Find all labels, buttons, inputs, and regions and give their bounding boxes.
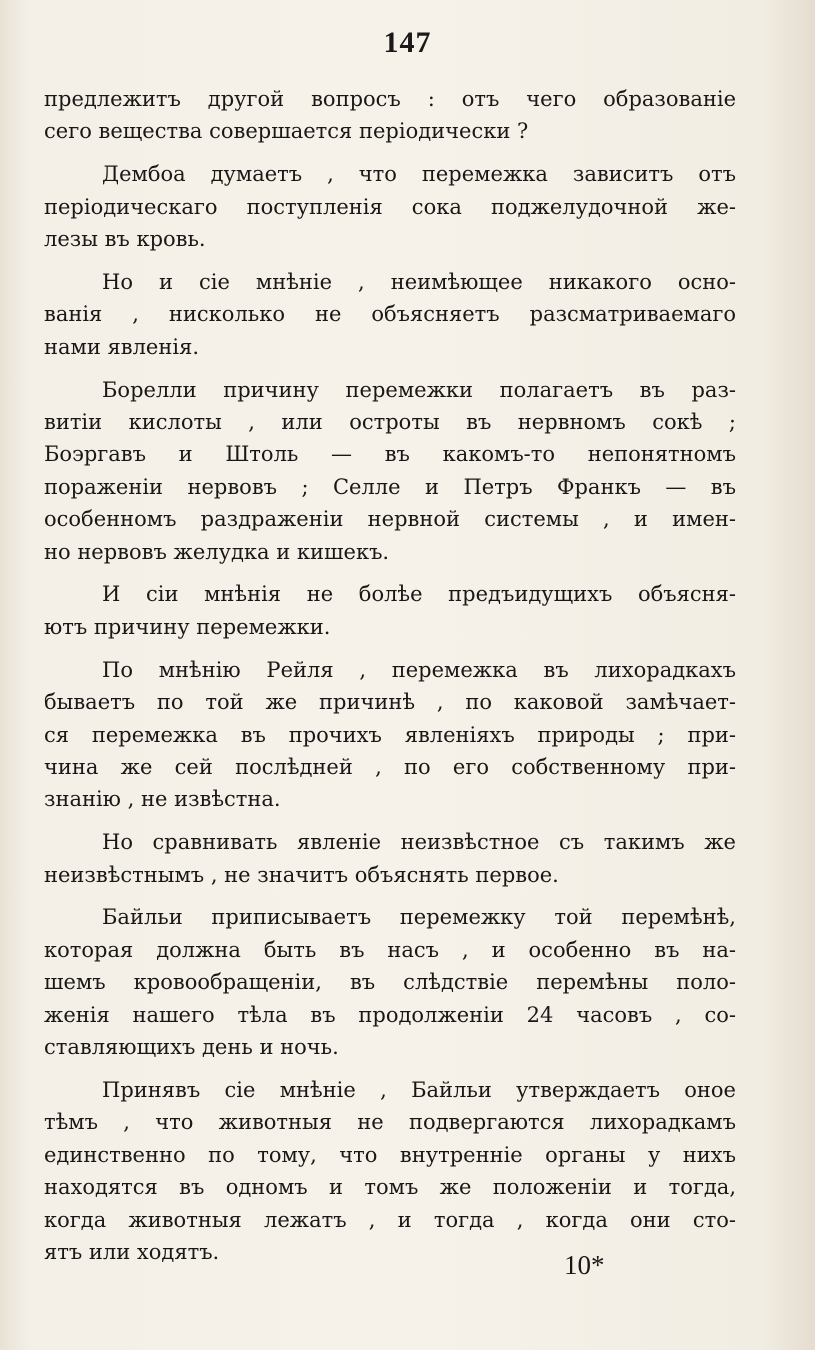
text-line: ся перемежка въ прочихъ явленіяхъ природы ; при-	[44, 722, 736, 747]
text-line: Боэргавъ и Штоль — въ какомъ-то непонятномъ	[44, 442, 736, 467]
paragraph	[44, 654, 736, 816]
text-line: ванія , нисколько не объясняетъ разсматриваемаго	[44, 302, 736, 327]
text-line: Принявъ сіе мнѣніе , Байльи утверждаетъ оное	[102, 1077, 736, 1102]
paragraph	[44, 578, 736, 643]
text-line: бываетъ по той же причинѣ , по каковой замѣчает-	[44, 690, 736, 715]
text-line: единственно по тому, что внутренніе органы у нихъ	[44, 1142, 736, 1167]
paragraph	[44, 1074, 736, 1268]
text-line: Но и сіе мнѣніе , неимѣющее никакого осно-	[102, 269, 736, 294]
paragraph	[44, 83, 736, 148]
text-line: шемъ кровообращеніи, въ слѣдствіе перемѣны поло-	[44, 970, 736, 995]
paragraph	[44, 266, 736, 363]
text-line: которая должна быть въ насъ , и особенно въ на-	[44, 937, 736, 962]
body-text	[44, 83, 736, 1279]
text-line: находятся въ одномъ и томъ же положеніи и тогда,	[44, 1175, 736, 1200]
text-line: нами явленія.	[44, 334, 199, 359]
text-line: но нервовъ желудка и кишекъ.	[44, 539, 390, 564]
page-number: 147	[383, 26, 432, 59]
text-line: витіи кислоты , или остроты въ нервномъ сокѣ ;	[44, 410, 736, 435]
text-line: Борелли причину перемежки полагаетъ въ раз-	[102, 377, 736, 402]
text-line: періодическаго поступленія сока поджелудочной же-	[44, 194, 736, 219]
text-line: Но сравнивать явленіе неизвѣстное съ такимъ же	[102, 830, 736, 855]
text-line: пораженіи нервовъ ; Селле и Петръ Франкъ — въ	[44, 474, 736, 499]
text-line: чина же сей послѣдней , по его собственному при-	[44, 754, 736, 779]
paragraph	[44, 826, 736, 891]
text-line: знанію , не извѣстна.	[44, 787, 281, 812]
text-line: И сіи мнѣнія не болѣе предъидущихъ объясня-	[102, 582, 736, 607]
text-line: ставляющихъ день и ночь.	[44, 1035, 339, 1060]
text-line: Дембоа думаетъ , что перемежка зависитъ отъ	[102, 162, 736, 187]
paragraph	[44, 374, 736, 568]
paragraph	[44, 158, 736, 255]
text-line: предлежитъ другой вопросъ : отъ чего образованіе	[44, 87, 736, 111]
text-line: особенномъ раздраженіи нервной системы , и имен-	[44, 507, 736, 532]
text-line: лезы въ кровь.	[44, 227, 206, 252]
text-line: женія нашего тѣла въ продолженіи 24 часовъ , со-	[44, 1002, 736, 1027]
text-line: ятъ или ходятъ.	[44, 1239, 220, 1264]
text-line: сего вещества совершается періодически ?	[44, 119, 529, 144]
text-line: Байльи приписываетъ перемежку той перемѣнѣ,	[102, 905, 736, 930]
text-line: По мнѣнію Рейля , перемежка въ лихорадкахъ	[102, 657, 736, 682]
signature-mark: 10*	[564, 1250, 605, 1280]
text-line: ютъ причину перемежки.	[44, 614, 331, 639]
text-line: когда животныя лежатъ , и тогда , когда они сто-	[44, 1207, 736, 1232]
paragraph	[44, 901, 736, 1063]
text-line: тѣмъ , что животныя не подвергаются лихорадкамъ	[44, 1110, 736, 1135]
text-line: неизвѣстнымъ , не значитъ объяснять первое.	[44, 862, 559, 887]
